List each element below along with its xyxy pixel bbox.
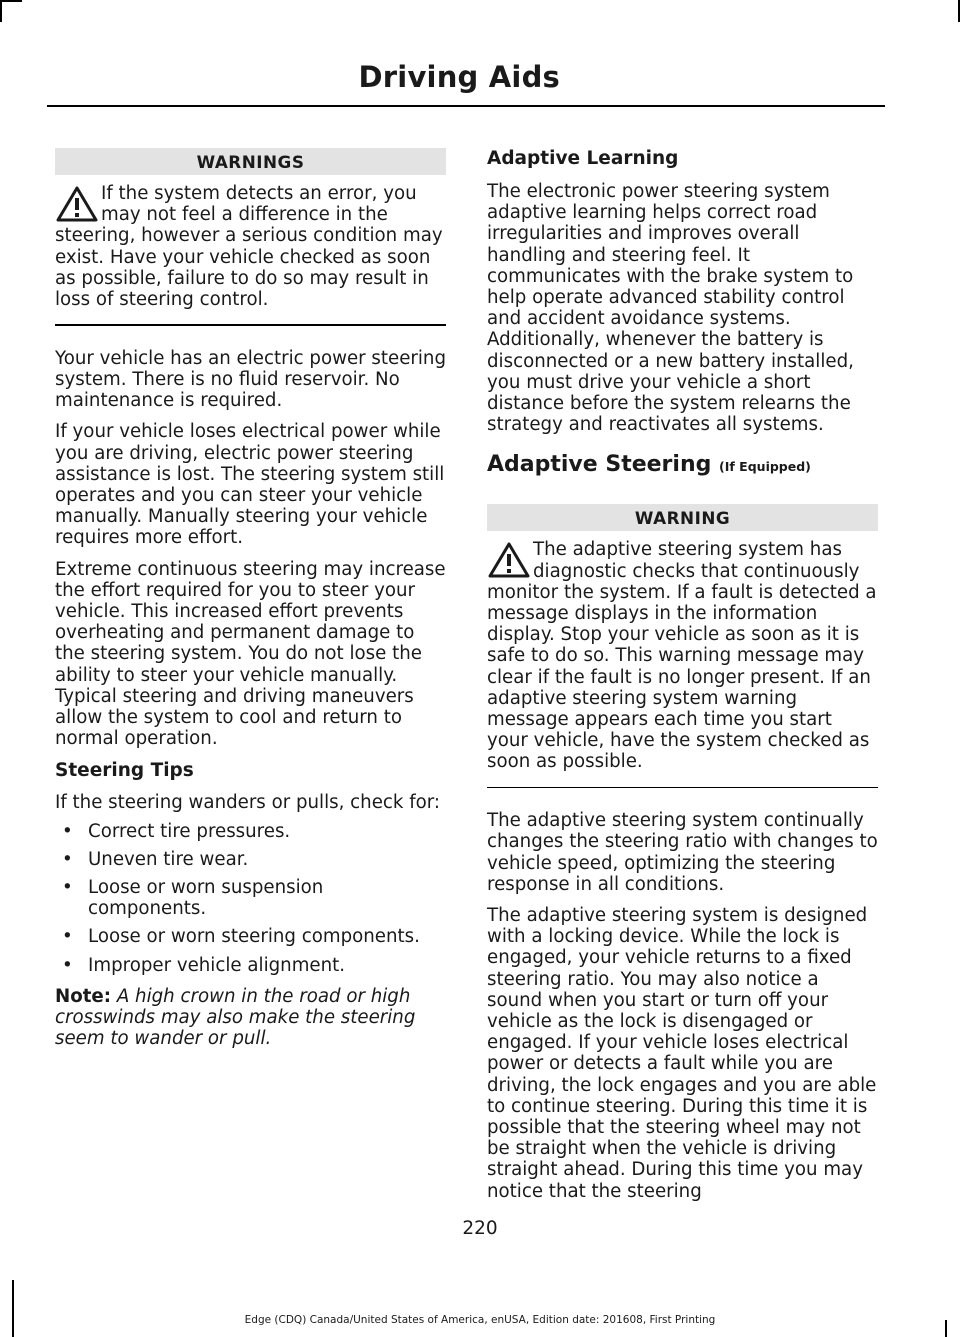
tips-list [55, 821, 446, 976]
list-item: • Uneven tire wear. [55, 849, 446, 870]
right-column [487, 148, 878, 1202]
note-label: Note: [55, 985, 112, 1007]
warning-triangle-icon [487, 541, 533, 581]
note-text: A high crown in the road or high crosswinds may also make the steering seem to wander or pull. [55, 985, 416, 1050]
if-equipped-label: (If Equipped) [719, 459, 811, 475]
warning-heading: WARNINGS [55, 148, 446, 175]
list-item: • Correct tire pressures. [55, 821, 446, 842]
paragraph: The adaptive steering system continually changes the steering ratio with changes to vehicle speed, optimizing the steering response in all conditions. [487, 810, 878, 895]
page-number: 220 [462, 1218, 498, 1239]
warning-box [55, 148, 446, 326]
warning-body [55, 175, 446, 310]
note [55, 986, 446, 1050]
warning-text: If the system detects an error, you may not feel a difference in the steering, however a serious condition may exist. Have your vehicle checked as soon as possible, failure to do so may result in loss of steering control. [55, 183, 443, 311]
list-item: • Loose or worn steering components. [55, 926, 446, 947]
paragraph: Extreme continuous steering may increase the effort required for you to steer your vehicle. This increased effort prevents overheating and permanent damage to the steering system. You do not lose the ability to steer your vehicle manually. Typical steering and driving maneuvers allow the system to cool and return to normal operation. [55, 558, 446, 750]
warning-rule [55, 324, 446, 326]
paragraph: Your vehicle has an electric power steering system. There is no fluid reservoir. No maintenance is required. [55, 347, 447, 412]
paragraph: The electronic power steering system adaptive learning helps correct road irregularities and improves overall handling and steering feel. It communicates with the brake system to help operate advanced stability control and accident avoidance systems. Additionally, whenever the battery is disconnected or a new battery installed, you must drive your vehicle a short distance before the system relearns the strategy and reactivates all systems. [487, 181, 854, 436]
page-title: Driving Aids [358, 60, 560, 94]
crop-mark [0, 0, 2, 22]
paragraph: The adaptive steering system is designed with a locking device. While the lock is engaged, your vehicle returns to a fixed steering ratio. You may also notice a sound when you start or turn off your vehicle as the lock is disengaged or engaged. If your vehicle loses electrical power or detects a fault while you are driving, the lock engages and you are able to continue steering. During this time it is possible that the steering wheel may not be straight when the vehicle is driving straight ahead. During this time you may notice that the steering [487, 904, 877, 1202]
section-heading [487, 452, 878, 480]
warning-triangle-icon [55, 185, 101, 225]
crop-mark [0, 0, 22, 2]
list-item: • Loose or worn suspension components. [55, 877, 446, 919]
warning-box [487, 504, 878, 788]
warning-text: The adaptive steering system has diagnostic checks that continuously monitor the system. If a fault is detected a message displays in the information display. Stop your vehicle as soon as it is safe to do so. This warning message may clear if the fault is no longer present. If an adaptive steering system warning message appears each time you start your vehicle, have the system checked as soon as possible. [487, 539, 877, 773]
header-rule [47, 105, 885, 107]
section-heading: Adaptive Learning [487, 148, 679, 169]
warning-heading: WARNING [487, 504, 878, 531]
warning-body [487, 531, 878, 772]
left-column [55, 148, 446, 1049]
paragraph: If the steering wanders or pulls, check for: [55, 792, 441, 814]
paragraph: If your vehicle loses electrical power while you are driving, electric power steering assistance is lost. The steering system still operates and you can steer your vehicle manually. Manually steering your vehicle requires more effort. [55, 421, 445, 549]
adaptive-steering-heading: Adaptive Steering [487, 452, 712, 478]
footer-text: Edge (CDQ) Canada/United States of America, enUSA, Edition date: 201608, First Printing [244, 1314, 716, 1326]
list-item: • Improper vehicle alignment. [55, 955, 446, 976]
crop-mark [12, 1280, 14, 1337]
warning-rule [487, 787, 878, 789]
section-heading: Steering Tips [55, 760, 194, 782]
